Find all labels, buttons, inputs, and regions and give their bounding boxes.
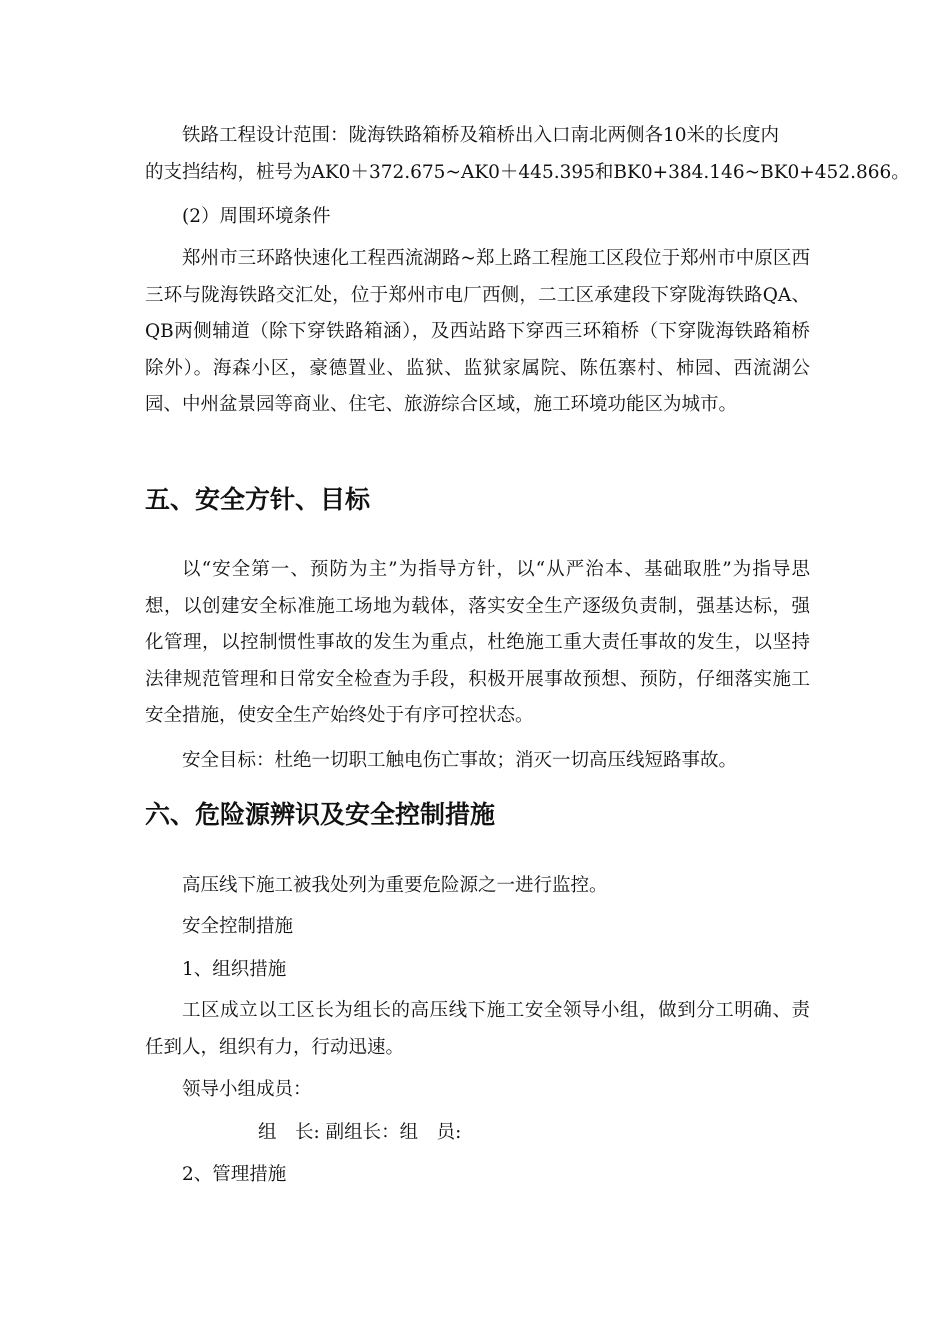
railway-scope-line-2: 的支挡结构，桩号为AK0＋372.675~AK0＋445.395和BK0+384.146~BK0+452.866。	[145, 162, 910, 183]
control-measures-label: 安全控制措施	[182, 916, 294, 937]
environment-heading: (2）周围环境条件	[182, 206, 331, 227]
safety-goal: 安全目标：杜绝一切职工触电伤亡事故；消灭一切高压线短路事故。	[182, 750, 738, 771]
organization-paragraph: 工区成立以工区长为组长的高压线下施工安全领导小组，做到分工明确、责任到人，组织有力，行动迅速。	[145, 1000, 810, 1058]
hazard-intro: 高压线下施工被我处列为重要危险源之一进行监控。	[182, 875, 608, 896]
railway-scope-line-1: 铁路工程设计范围：陇海铁路箱桥及箱桥出入口南北两侧各10米的长度内	[182, 125, 780, 146]
leaders-roles: 组 长: 副组长：组 员:	[258, 1122, 462, 1143]
section-6-title: 六、危险源辨识及安全控制措施	[145, 800, 496, 829]
management-measures-heading: 2、管理措施	[182, 1164, 287, 1185]
section-5-title: 五、安全方针、目标	[145, 485, 371, 514]
environment-paragraph: 郑州市三环路快速化工程西流湖路~郑上路工程施工区段位于郑州市中原区西三环与陇海铁路交汇处，位于郑州市电厂西侧，二工区承建段下穿陇海铁路QA、QB两侧辅道（除下穿铁路箱涵），及西站路下穿西三环箱桥（下穿陇海铁路箱桥除外）。海森小区，豪德置业、监狱、监狱家属院、陈伍寨村、柿园、西流湖公园、中州盆景园等商业、住宅、旅游综合区域，施工环境功能区为城市。	[145, 248, 810, 415]
leaders-label: 领导小组成员：	[182, 1079, 312, 1100]
section-5-paragraph: 以“安全第一、预防为主”为指导方针，以“从严治本、基础取胜”为指导思想，以创建安全标准施工场地为载体，落实安全生产逐级负责制，强基达标，强化管理，以控制惯性事故的发生为重点，杜绝施工重大责任事故的发生，以坚持法律规范管理和日常安全检查为手段，积极开展事故预想、预防，仔细落实施工安全措施，使安全生产始终处于有序可控状态。	[145, 559, 810, 726]
organization-measures-heading: 1、组织措施	[182, 959, 287, 980]
